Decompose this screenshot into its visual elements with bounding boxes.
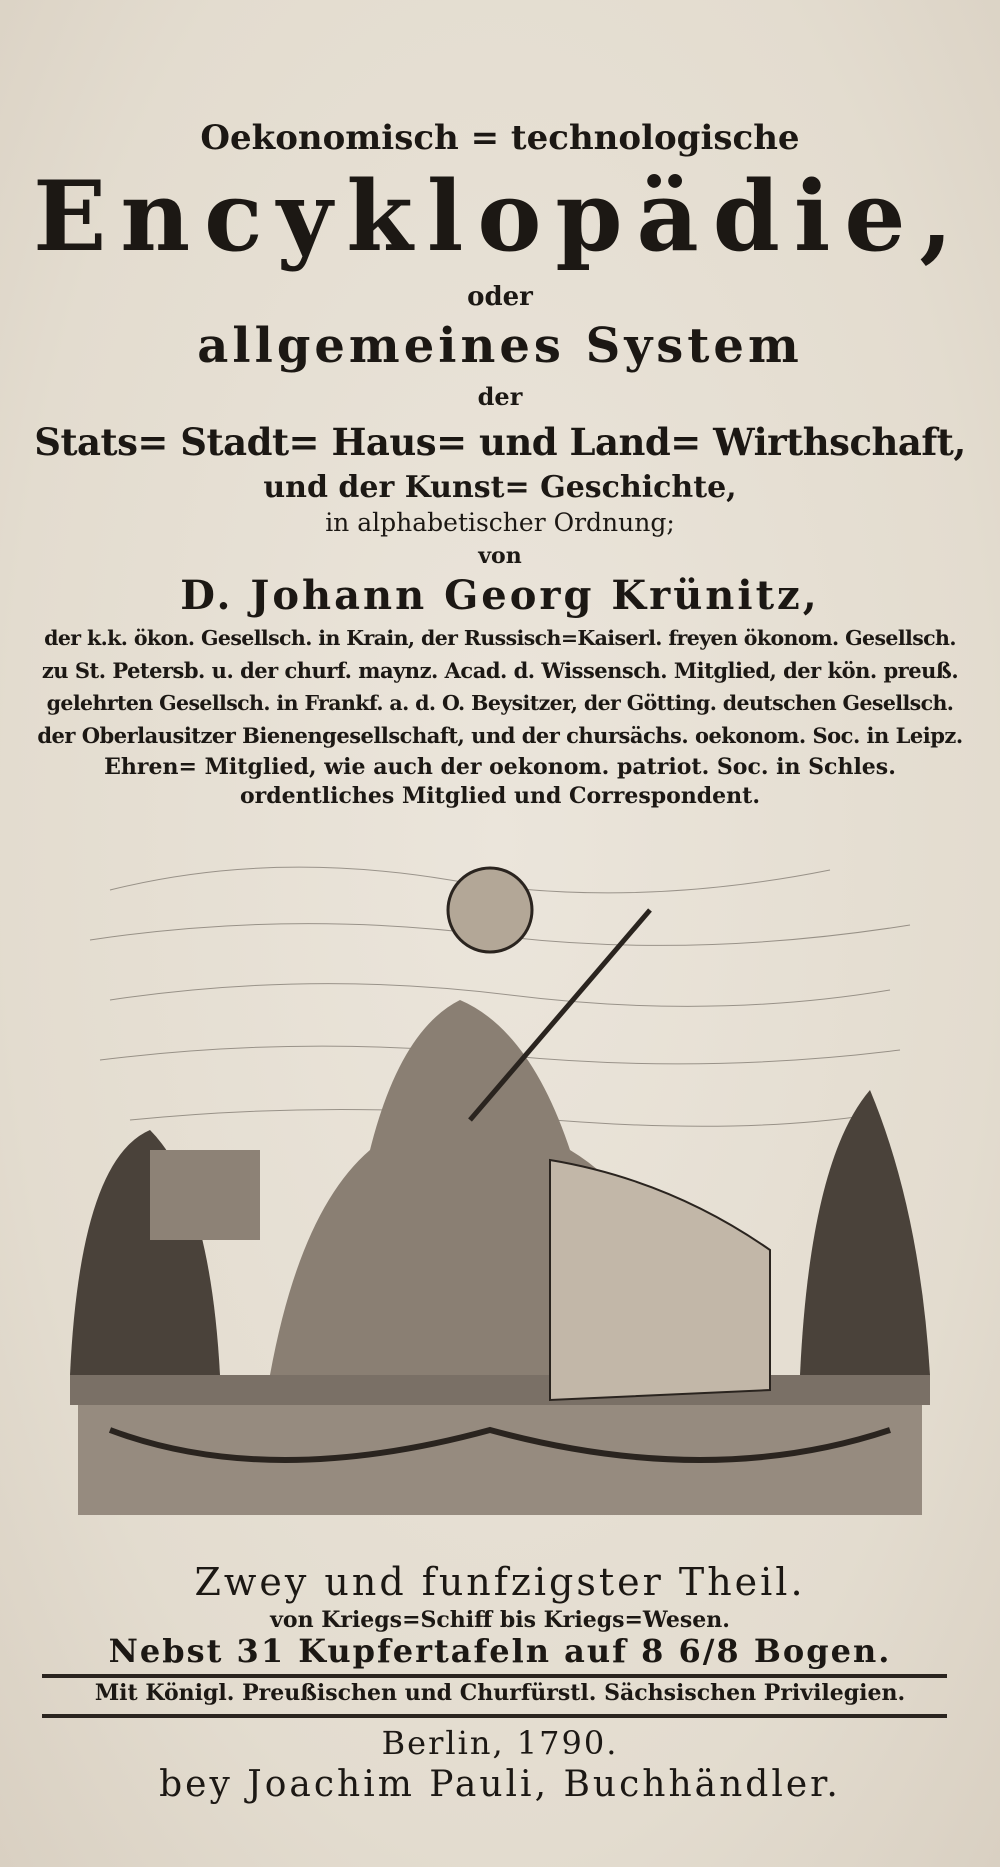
building: [150, 1150, 260, 1240]
von-label: von: [478, 543, 522, 569]
author: D. Johann Georg Krünitz,: [180, 572, 820, 619]
affiliation-line: der k.k. ökon. Gesellsch. in Krain, der Russisch=Kaiserl. freyen ökonom. Gesellsch.: [44, 626, 956, 650]
privilege: Mit Königl. Preußischen und Churfürstl. Sächsischen Privilegien.: [94, 1680, 906, 1706]
engraving-illustration: [70, 830, 930, 1520]
affiliation-line: ordentliches Mitglied und Correspondent.: [240, 783, 760, 809]
affiliation-line: gelehrten Gesellsch. in Frankf. a. d. O. Beysitzer, der Götting. deutschen Gesellsch.: [46, 691, 954, 715]
figure-head: [448, 868, 532, 952]
scope-line-3: in alphabetischer Ordnung;: [325, 508, 675, 537]
plinth-base: [78, 1405, 922, 1515]
rule-top: [42, 1674, 947, 1678]
affiliation-line: der Oberlausitzer Bienengesellschaft, und der chursächs. oekonom. Soc. in Leipz.: [37, 723, 963, 748]
rule-bottom: [42, 1714, 947, 1718]
plinth-top: [70, 1375, 930, 1405]
oder-label: oder: [467, 282, 533, 312]
lyre: [550, 1160, 770, 1400]
subtitle: allgemeines System: [197, 318, 803, 374]
pretitle: Oekonomisch = technologische: [200, 118, 800, 158]
der-label: der: [477, 382, 523, 411]
affiliation-line: zu St. Petersb. u. der churf. maynz. Acad. d. Wissensch. Mitglied, der kön. preuß.: [41, 658, 959, 683]
volume: Zwey und funfzigster Theil.: [194, 1560, 806, 1604]
scope-line-2: und der Kunst= Geschichte,: [263, 470, 737, 505]
place-year: Berlin, 1790.: [381, 1724, 619, 1762]
publisher: bey Joachim Pauli, Buchhändler.: [159, 1764, 841, 1805]
plates: Nebst 31 Kupfertafeln auf 8 6/8 Bogen.: [108, 1632, 892, 1670]
tree-right: [800, 1090, 930, 1375]
main-title: Encyklopädie,: [33, 160, 967, 273]
affiliation-line: Ehren= Mitglied, wie auch der oekonom. patriot. Soc. in Schles.: [104, 754, 896, 780]
scope-line-1: Stats= Stadt= Haus= und Land= Wirthschaft,: [34, 420, 966, 464]
article-range: von Kriegs=Schiff bis Kriegs=Wesen.: [270, 1607, 730, 1633]
